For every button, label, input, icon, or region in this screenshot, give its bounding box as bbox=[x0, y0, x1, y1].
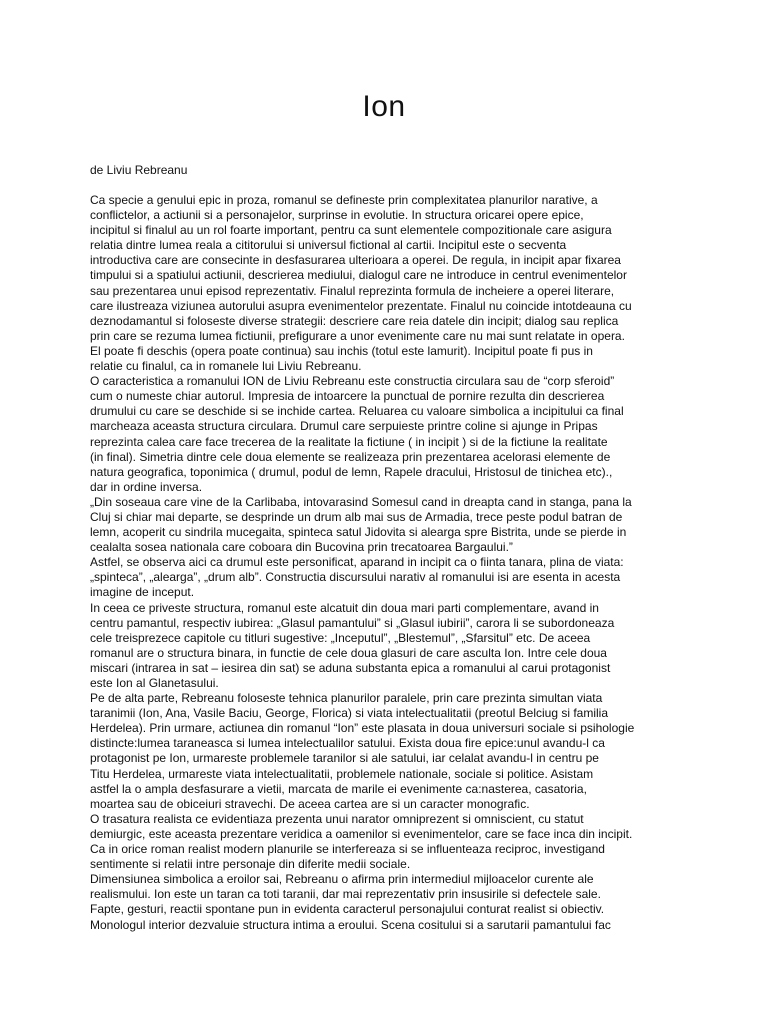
body-text-line: deznodamantul si foloseste diverse strategii: descriere care reia datele din incipit; dialog sau replica bbox=[90, 313, 619, 328]
body-text-line: introductiva care are consecinte in desfasurarea ulterioara a operei. De regula, in incipit apar fixarea bbox=[90, 253, 621, 268]
body-text-line: Monologul interior dezvaluie structura intima a eroului. Scena cositului si a sarutarii pamantului fac bbox=[90, 917, 611, 932]
body-text-line: dar in ordine inversa. bbox=[90, 479, 203, 494]
body-text-line: (in final). Simetria dintre cele doua elemente se realizeaza prin prezentarea acelorasi elemente de bbox=[90, 449, 611, 464]
body-text-line: Ca specie a genului epic in proza, romanul se defineste prin complexitatea planurilor narative, a bbox=[90, 193, 598, 207]
body-text-line: „Din soseaua care vine de la Carlibaba, intovarasind Somesul cand in dreapta cand in stanga, pana la bbox=[90, 494, 632, 509]
body-text-line: Ca in orice roman realist modern planurile se interfereaza si se influenteaza reciproc, investigand bbox=[90, 842, 605, 857]
body-text-line: O trasatura realista ce evidentiaza prezenta unui narator omniprezent si omniscient, cu statut bbox=[90, 811, 584, 826]
body-text-line: sau prezentarea unui episod reprezentativ. Finalul reprezinta formula de incheiere a operei literare, bbox=[90, 283, 615, 298]
body-text-line: cele treisprezece capitole cu titluri sugestive: „Inceputul”, „Blestemul”, „Sfarsitul” etc. De aceea bbox=[90, 630, 591, 645]
body-text-line: marcheaza aceasta structura circulara. Drumul care serpuieste printre coline si ajunge in Pripas bbox=[90, 419, 598, 434]
body-text-line: distincte:lumea taraneasca si lumea intelectualilor satului. Exista doua fire epice:unul avandu-l ca bbox=[90, 736, 605, 751]
body-text-line: Pe de alta parte, Rebreanu foloseste tehnica planurilor paralele, prin care prezinta simultan viata bbox=[90, 691, 603, 706]
body-text-line: Astfel, se observa aici ca drumul este personificat, aparand in incipit ca o fiinta tanara, plina de viata: bbox=[90, 555, 624, 570]
document-author: de Liviu Rebreanu bbox=[90, 163, 188, 177]
document-body bbox=[90, 193, 690, 933]
body-text-line: drumului cu care se deschide si se inchide cartea. Reluarea cu valoare simbolica a incipitului ca final bbox=[90, 404, 624, 419]
body-text-line: este Ion al Glanetasului. bbox=[90, 676, 219, 690]
body-text-line: natura geografica, toponimica ( drumul, podul de lemn, Rapele dracului, Hristosul de tinichea etc)., bbox=[90, 464, 613, 479]
body-text-line: relatie cu finalul, ca in romanele lui Liviu Rebreanu. bbox=[90, 359, 362, 374]
body-text-line: Titu Herdelea, urmareste viata intelectualitatii, problemele nationale, sociale si politice. Asistam bbox=[90, 766, 594, 781]
body-text-line: incipitul si finalul au un rol foarte important, pentru ca sunt elementele compozitionale care asigura bbox=[90, 223, 612, 238]
body-text-line: sentimente si relatii intre personaje din diferite medii sociale. bbox=[90, 857, 411, 872]
body-text-line: miscari (intrarea in sat – iesirea din sat) se aduna substanta epica a romanului al carui protagonist bbox=[90, 660, 611, 675]
body-text-line: cum o numeste chiar autorul. Impresia de intoarcere la punctual de pornire rezulta din descrierea bbox=[90, 389, 605, 404]
body-text-line: astfel la o ampla desfasurare a vietii, marcata de marile ei evenimente ca:nasterea, casatoria, bbox=[90, 781, 587, 796]
body-text-line: Cluj si chiar mai departe, se desprinde un drum alb mai sus de Armadia, trece peste podul batran de bbox=[90, 509, 623, 524]
body-text-line: centru pamantul, respectiv iubirea: „Glasul pamantului” si „Glasul iubirii”, carora li se subordoneaza bbox=[90, 615, 615, 630]
body-text-line: protagonist pe Ion, urmareste problemele taranilor si ale satului, iar celalat avandu-l in centru pe bbox=[90, 751, 599, 766]
body-text-line: conflictelor, a actiunii si a personajelor, surprinse in evolutie. In structura oricarei opere epice, bbox=[90, 208, 584, 223]
body-text-line: realismului. Ion este un taran ca toti taranii, dar mai reprezentativ prin insusirile si defectele sale. bbox=[90, 887, 601, 902]
body-text-line: El poate fi deschis (opera poate continua) sau inchis (totul este lamurit). Incipitul poate fi pus in bbox=[90, 343, 593, 358]
body-text-line: romanul are o structura binara, in functie de cele doua glasuri de care asculta Ion. Intre cele doua bbox=[90, 645, 607, 660]
body-text-line: taranimii (Ion, Ana, Vasile Baciu, George, Florica) si viata intelectualitatii (preotul Belciug si familia bbox=[90, 706, 609, 721]
body-text-line: imagine de inceput. bbox=[90, 585, 195, 600]
body-text-line: Fapte, gesturi, reactii spontane pun in evidenta caracterul personajului conturat realist si obiectiv. bbox=[90, 902, 605, 917]
body-text-line: care ilustreaza viziunea autorului asupra evenimentelor prezentate. Finalul nu coincide intotdeauna cu bbox=[90, 298, 632, 313]
body-text-line: demiurgic, este aceasta prezentare veridica a oamenilor si evenimentelor, care se face inca din incipit. bbox=[90, 826, 633, 841]
body-text-line: „spinteca”, „alearga”, „drum alb”. Constructia discursului narativ al romanului isi are esenta in acesta bbox=[90, 570, 621, 585]
body-text-line: timpului si a spatiului actiunii, descrierea mediului, dialogul care ne introduce in centrul evenimentelor bbox=[90, 268, 627, 283]
body-text-line: reprezinta calea care face trecerea de la realitate la fictiune ( in incipit ) si de la fictiune la realitate bbox=[90, 434, 608, 449]
body-text-line: cealalta sosea nationala care coboara din Bucovina prin trecatoarea Bargaului.” bbox=[90, 540, 513, 555]
body-text-line: prin care se rezuma lumea fictiunii, prefigurare a unor evenimente care nu mai sunt relatate in opera. bbox=[90, 328, 625, 343]
document-title: Ion bbox=[362, 90, 406, 123]
body-text-line: relatia dintre lumea reala a cititorului si universul fictional al cartii. Incipitul este o secventa bbox=[90, 238, 567, 253]
body-text-line: Herdelea). Prin urmare, actiunea din romanul “Ion” este plasata in doua universuri sociale si psihologie bbox=[90, 721, 635, 736]
body-text-line: moartea sau de obiceiuri stravechi. De aceea cartea are si un caracter monografic. bbox=[90, 796, 530, 811]
body-text-line: lemn, acoperit cu sindrila mucegaita, spinteca satul Jidovita si alearga spre Bistrita, unde se pierde in bbox=[90, 525, 627, 540]
body-text-line: O caracteristica a romanului ION de Liviu Rebreanu este constructia circulara sau de “corp sferoid” bbox=[90, 374, 615, 389]
body-text-line: In ceea ce priveste structura, romanul este alcatuit din doua mari parti complementare, avand in bbox=[90, 600, 599, 615]
body-text-line: Dimensiunea simbolica a eroilor sai, Rebreanu o afirma prin intermediul mijloacelor curente ale bbox=[90, 872, 594, 887]
